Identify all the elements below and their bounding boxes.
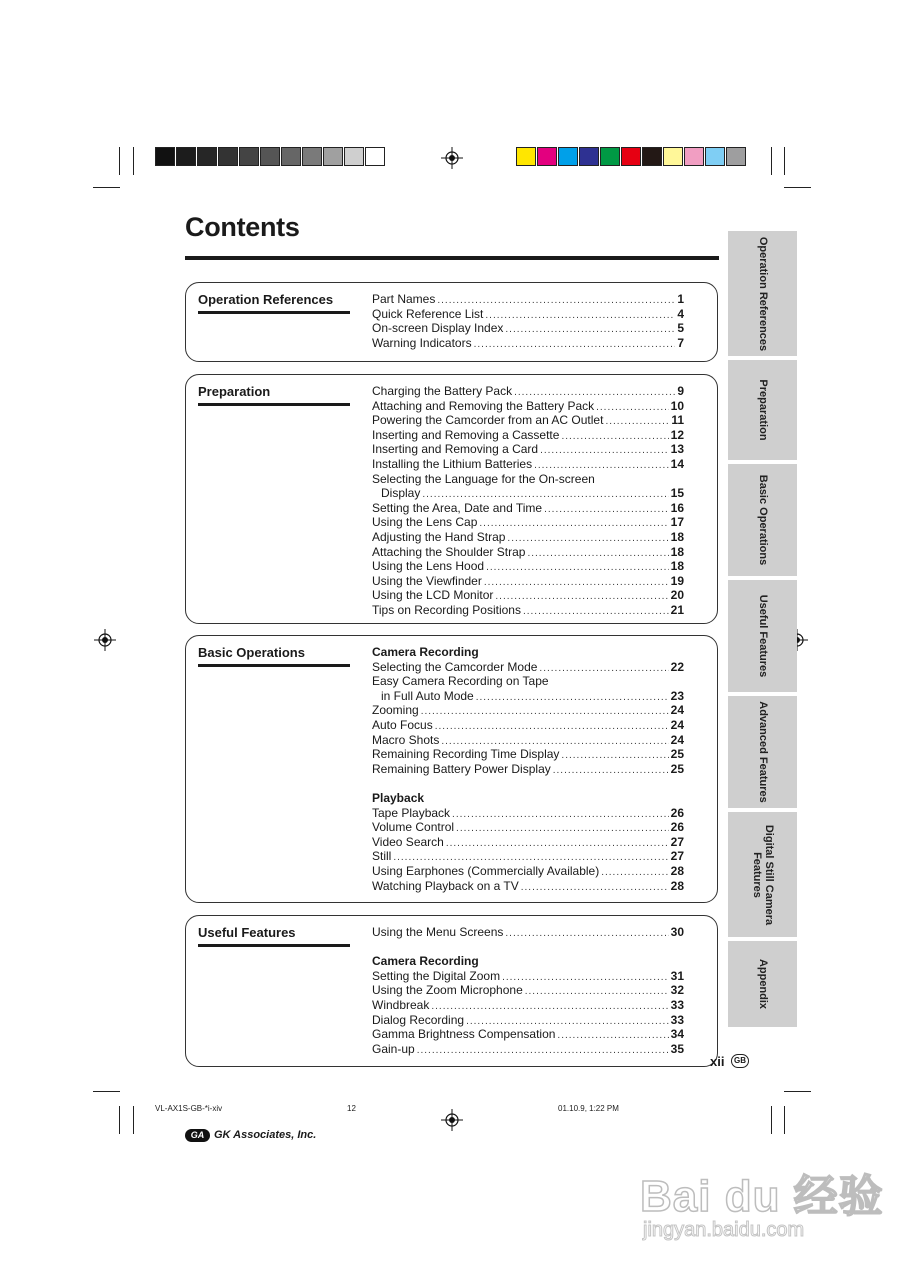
section-title-rule bbox=[198, 311, 350, 314]
section-title: Basic Operations bbox=[198, 645, 305, 660]
toc-entries bbox=[372, 925, 684, 1056]
toc-entry-page: 28 bbox=[670, 863, 684, 878]
toc-entry-page: 18 bbox=[670, 529, 684, 544]
toc-entry-text: Warning Indicators bbox=[372, 335, 472, 350]
section-title: Preparation bbox=[198, 384, 271, 399]
toc-entry[interactable] bbox=[372, 762, 684, 777]
toc-entry[interactable] bbox=[372, 820, 684, 835]
toc-subheading: Camera Recording bbox=[372, 954, 479, 969]
toc-entry-text: Watching Playback on a TV bbox=[372, 878, 519, 893]
section-title-rule bbox=[198, 403, 350, 406]
dot-leader bbox=[485, 309, 675, 324]
toc-entry-page: 15 bbox=[670, 486, 684, 501]
toc-entry-page: 23 bbox=[670, 688, 684, 703]
toc-entry-text: Dialog Recording bbox=[372, 1012, 465, 1027]
side-tab-appendix[interactable] bbox=[728, 941, 797, 1027]
toc-entry-text: Selecting the Camcorder Mode bbox=[372, 659, 538, 674]
toc-entry[interactable] bbox=[372, 336, 684, 351]
registration-target-icon bbox=[94, 629, 116, 651]
color-swatch bbox=[155, 147, 175, 166]
toc-entry-text: Adjusting the Hand Strap bbox=[372, 529, 506, 544]
color-swatch bbox=[260, 147, 280, 166]
registration-target-icon bbox=[441, 147, 463, 169]
toc-subheading: Playback bbox=[372, 790, 425, 805]
color-swatch bbox=[705, 147, 725, 166]
color-swatch bbox=[663, 147, 683, 166]
toc-entry[interactable] bbox=[372, 384, 684, 399]
toc-entry-page: 9 bbox=[677, 384, 684, 398]
toc-entry-page: 17 bbox=[670, 515, 684, 530]
color-swatch bbox=[302, 147, 322, 166]
color-swatch bbox=[365, 147, 385, 166]
dot-leader bbox=[596, 401, 669, 416]
page-number: xii bbox=[710, 1054, 725, 1069]
toc-entry-page: 20 bbox=[670, 588, 684, 603]
dot-leader bbox=[431, 1000, 668, 1015]
section-title: Operation References bbox=[198, 292, 334, 307]
toc-entry-page: 27 bbox=[670, 849, 684, 864]
toc-entries bbox=[372, 384, 684, 618]
toc-entry[interactable] bbox=[372, 969, 684, 984]
entry-gap bbox=[372, 940, 684, 955]
toc-entry-text: Using Earphones (Commercially Available) bbox=[372, 863, 600, 878]
toc-entry-page: 25 bbox=[670, 747, 684, 762]
dot-leader bbox=[505, 927, 668, 942]
toc-entry[interactable] bbox=[372, 983, 684, 998]
color-swatch bbox=[621, 147, 641, 166]
color-swatch bbox=[558, 147, 578, 166]
toc-entry[interactable] bbox=[372, 849, 684, 864]
toc-entry-page: 24 bbox=[670, 717, 684, 732]
section-operation-references bbox=[185, 282, 718, 362]
toc-entry-page: 21 bbox=[670, 602, 684, 617]
section-basic-operations bbox=[185, 635, 718, 903]
toc-entry-text: Setting the Area, Date and Time bbox=[372, 500, 543, 515]
toc-entry-text: Remaining Battery Power Display bbox=[372, 761, 551, 776]
toc-entry[interactable] bbox=[372, 1042, 684, 1057]
dot-leader bbox=[539, 662, 668, 677]
dot-leader bbox=[456, 822, 669, 837]
toc-entry[interactable] bbox=[372, 718, 684, 733]
dot-leader bbox=[553, 764, 669, 779]
dot-leader bbox=[561, 749, 668, 764]
toc-entry-page: 5 bbox=[677, 321, 684, 336]
toc-entry-page: 24 bbox=[670, 732, 684, 747]
toc-subheading: Camera Recording bbox=[372, 645, 479, 659]
toc-entry[interactable] bbox=[372, 925, 684, 940]
dot-leader bbox=[561, 430, 668, 445]
toc-entry-page: 13 bbox=[670, 442, 684, 457]
toc-entry-text: Display bbox=[381, 486, 421, 501]
toc-entry-text: Still bbox=[372, 849, 392, 864]
color-swatch bbox=[176, 147, 196, 166]
side-tab-label: Digital Still Camera Features bbox=[750, 824, 775, 925]
toc-entry-text: in Full Auto Mode bbox=[381, 688, 474, 703]
color-swatch bbox=[197, 147, 217, 166]
toc-entry-page: 28 bbox=[670, 878, 684, 893]
side-tab-preparation[interactable] bbox=[728, 360, 797, 460]
toc-entry-text: Tape Playback bbox=[372, 805, 451, 820]
dot-leader bbox=[479, 517, 668, 532]
toc-entry-page: 33 bbox=[670, 1012, 684, 1027]
toc-entries bbox=[372, 292, 684, 350]
toc-entry-page: 11 bbox=[671, 413, 684, 428]
toc-entry[interactable] bbox=[372, 574, 684, 589]
toc-entry-page: 31 bbox=[670, 968, 684, 983]
side-tab-label: Operation References bbox=[756, 236, 769, 351]
color-swatch bbox=[239, 147, 259, 166]
toc-entry-text: On-screen Display Index bbox=[372, 321, 504, 336]
toc-entry-text: Easy Camera Recording on Tape bbox=[372, 674, 549, 689]
company-name: GK Associates, Inc. bbox=[214, 1129, 317, 1141]
section-title-rule bbox=[198, 664, 350, 667]
toc-entry-page: 26 bbox=[670, 805, 684, 820]
toc-entry[interactable] bbox=[372, 747, 684, 762]
toc-entry[interactable] bbox=[372, 307, 684, 322]
toc-entry[interactable] bbox=[372, 806, 684, 821]
dot-leader bbox=[446, 837, 669, 852]
toc-entry-page: 12 bbox=[670, 427, 684, 442]
toc-entry[interactable] bbox=[372, 501, 684, 516]
toc-entries bbox=[372, 645, 684, 893]
color-swatch bbox=[218, 147, 238, 166]
dot-leader bbox=[502, 971, 669, 986]
dot-leader bbox=[474, 338, 676, 353]
color-swatch bbox=[537, 147, 557, 166]
dot-leader bbox=[417, 1044, 669, 1059]
dot-leader bbox=[495, 590, 668, 605]
toc-entry[interactable] bbox=[372, 545, 684, 560]
section-useful-features bbox=[185, 915, 718, 1067]
toc-entry-page: 34 bbox=[670, 1027, 684, 1042]
side-tab-label: Appendix bbox=[756, 958, 769, 1010]
dot-leader bbox=[544, 503, 669, 518]
toc-entry[interactable] bbox=[372, 486, 684, 501]
color-swatch bbox=[642, 147, 662, 166]
dot-leader bbox=[523, 605, 669, 620]
toc-entry-text: Zooming bbox=[372, 703, 419, 718]
toc-entry-text: Macro Shots bbox=[372, 732, 440, 747]
dot-leader bbox=[435, 720, 669, 735]
footer-filename: VL-AX1S-GB-*i-xiv bbox=[155, 1104, 223, 1113]
toc-entry-text: Auto Focus bbox=[372, 717, 433, 732]
toc-entry-page: 19 bbox=[670, 573, 684, 588]
toc-entry-page: 27 bbox=[670, 834, 684, 849]
dot-leader bbox=[507, 532, 668, 547]
toc-entry[interactable] bbox=[372, 399, 684, 414]
toc-entry-text: Windbreak bbox=[372, 997, 430, 1012]
dot-leader bbox=[486, 561, 669, 576]
dot-leader bbox=[484, 576, 669, 591]
toc-entry[interactable] bbox=[372, 733, 684, 748]
toc-entry[interactable] bbox=[372, 879, 684, 894]
toc-entry-text: Charging the Battery Pack bbox=[372, 384, 513, 398]
toc-entry[interactable] bbox=[372, 413, 684, 428]
toc-entry-text: Using the Lens Cap bbox=[372, 515, 478, 530]
toc-entry[interactable] bbox=[372, 530, 684, 545]
section-preparation bbox=[185, 374, 718, 624]
toc-entry-page: 18 bbox=[670, 544, 684, 559]
toc-entry-page: 10 bbox=[670, 398, 684, 413]
page-title: Contents bbox=[185, 212, 300, 242]
toc-entry-page: 25 bbox=[670, 761, 684, 776]
company-logo: GA bbox=[185, 1129, 210, 1142]
toc-entry-text: Installing the Lithium Batteries bbox=[372, 456, 533, 471]
toc-entry-text: Gamma Brightness Compensation bbox=[372, 1027, 556, 1042]
toc-entry-text: Volume Control bbox=[372, 820, 455, 835]
footer-timestamp: 01.10.9, 1:22 PM bbox=[558, 1104, 619, 1113]
toc-entry-text: Inserting and Removing a Cassette bbox=[372, 427, 560, 442]
color-swatch bbox=[281, 147, 301, 166]
toc-entry[interactable] bbox=[372, 442, 684, 457]
color-swatch bbox=[323, 147, 343, 166]
toc-entry-page: 16 bbox=[670, 500, 684, 515]
side-tab-label: Preparation bbox=[756, 379, 769, 441]
toc-entry[interactable] bbox=[372, 472, 684, 487]
dot-leader bbox=[525, 985, 669, 1000]
registration-target-icon bbox=[441, 1109, 463, 1131]
toc-entry[interactable] bbox=[372, 588, 684, 603]
toc-entry-page: 22 bbox=[670, 659, 684, 674]
toc-entry[interactable] bbox=[372, 292, 684, 307]
footer-page: 12 bbox=[347, 1104, 356, 1113]
color-swatch bbox=[600, 147, 620, 166]
toc-entry-text: Using the LCD Monitor bbox=[372, 588, 494, 603]
toc-entry-text: Video Search bbox=[372, 834, 444, 849]
toc-entry[interactable] bbox=[372, 1013, 684, 1028]
toc-entry[interactable] bbox=[372, 674, 684, 689]
toc-entry[interactable] bbox=[372, 703, 684, 718]
watermark-brand: Bai du 经验 bbox=[640, 1172, 884, 1221]
toc-entry-page: 18 bbox=[670, 559, 684, 574]
section-title: Useful Features bbox=[198, 925, 296, 940]
toc-entry-text: Tips on Recording Positions bbox=[372, 602, 521, 617]
toc-entry[interactable] bbox=[372, 1027, 684, 1042]
watermark-url: jingyan.baidu.com bbox=[643, 1219, 805, 1241]
toc-entry-text: Quick Reference List bbox=[372, 306, 484, 321]
toc-entry-page: 4 bbox=[677, 306, 684, 321]
dot-leader bbox=[540, 444, 669, 459]
entry-gap bbox=[372, 776, 684, 791]
toc-entry-text: Using the Viewfinder bbox=[372, 573, 482, 588]
toc-entry-text: Using the Lens Hood bbox=[372, 559, 485, 574]
side-tab-operation-references[interactable] bbox=[728, 231, 797, 356]
toc-entry-text: Attaching and Removing the Battery Pack bbox=[372, 398, 595, 413]
toc-entry-text: Attaching the Shoulder Strap bbox=[372, 544, 526, 559]
side-tab-label: Basic Operations bbox=[756, 474, 769, 566]
language-badge: GB bbox=[731, 1054, 749, 1068]
toc-entry-text: Using the Zoom Microphone bbox=[372, 983, 523, 998]
color-swatch bbox=[726, 147, 746, 166]
dot-leader bbox=[557, 1029, 668, 1044]
dot-leader bbox=[505, 323, 675, 338]
toc-entry[interactable] bbox=[372, 998, 684, 1013]
toc-entry-page: 14 bbox=[670, 456, 684, 471]
dot-leader bbox=[601, 866, 668, 881]
toc-entry-text: Gain-up bbox=[372, 1041, 415, 1056]
dot-leader bbox=[527, 547, 668, 562]
toc-entry-text: Powering the Camcorder from an AC Outlet bbox=[372, 413, 604, 428]
dot-leader bbox=[605, 415, 669, 430]
side-tab-basic-operations[interactable] bbox=[728, 464, 797, 576]
toc-entry[interactable] bbox=[372, 603, 684, 618]
color-swatch bbox=[579, 147, 599, 166]
dot-leader bbox=[452, 808, 669, 823]
title-rule bbox=[185, 256, 719, 260]
toc-entry[interactable] bbox=[372, 559, 684, 574]
side-tab-advanced-features[interactable] bbox=[728, 696, 797, 808]
toc-entry-page: 32 bbox=[670, 983, 684, 998]
toc-entry[interactable] bbox=[372, 660, 684, 675]
side-tab-label: Useful Features bbox=[756, 594, 769, 678]
section-title-rule bbox=[198, 944, 350, 947]
toc-entry[interactable] bbox=[372, 321, 684, 336]
toc-entry[interactable] bbox=[372, 457, 684, 472]
toc-entry[interactable] bbox=[372, 835, 684, 850]
toc-entry[interactable] bbox=[372, 689, 684, 704]
side-tab-useful-features[interactable] bbox=[728, 580, 797, 692]
toc-entry-page: 7 bbox=[677, 335, 684, 350]
dot-leader bbox=[421, 705, 669, 720]
toc-entry-page: 1 bbox=[677, 292, 684, 306]
dot-leader bbox=[521, 881, 669, 896]
toc-entry[interactable] bbox=[372, 864, 684, 879]
color-swatch bbox=[516, 147, 536, 166]
side-tab-label: Advanced Features bbox=[756, 701, 769, 803]
color-swatch bbox=[684, 147, 704, 166]
toc-entry-page: 33 bbox=[670, 997, 684, 1012]
toc-entry-text: Inserting and Removing a Card bbox=[372, 442, 539, 457]
toc-entry[interactable] bbox=[372, 515, 684, 530]
toc-entry-page: 30 bbox=[670, 925, 684, 939]
toc-entry-page: 26 bbox=[670, 820, 684, 835]
side-tab-digital-still-camera-features[interactable] bbox=[728, 812, 797, 937]
toc-entry-page: 24 bbox=[670, 703, 684, 718]
toc-entry-page: 35 bbox=[670, 1041, 684, 1056]
toc-entry-text: Setting the Digital Zoom bbox=[372, 968, 501, 983]
toc-entry-text: Using the Menu Screens bbox=[372, 925, 504, 939]
dot-leader bbox=[476, 691, 669, 706]
toc-entry[interactable] bbox=[372, 428, 684, 443]
color-swatch bbox=[344, 147, 364, 166]
toc-entry-text: Part Names bbox=[372, 292, 436, 306]
toc-entry-text: Remaining Recording Time Display bbox=[372, 747, 560, 762]
toc-entry-text: Selecting the Language for the On-screen bbox=[372, 471, 595, 486]
